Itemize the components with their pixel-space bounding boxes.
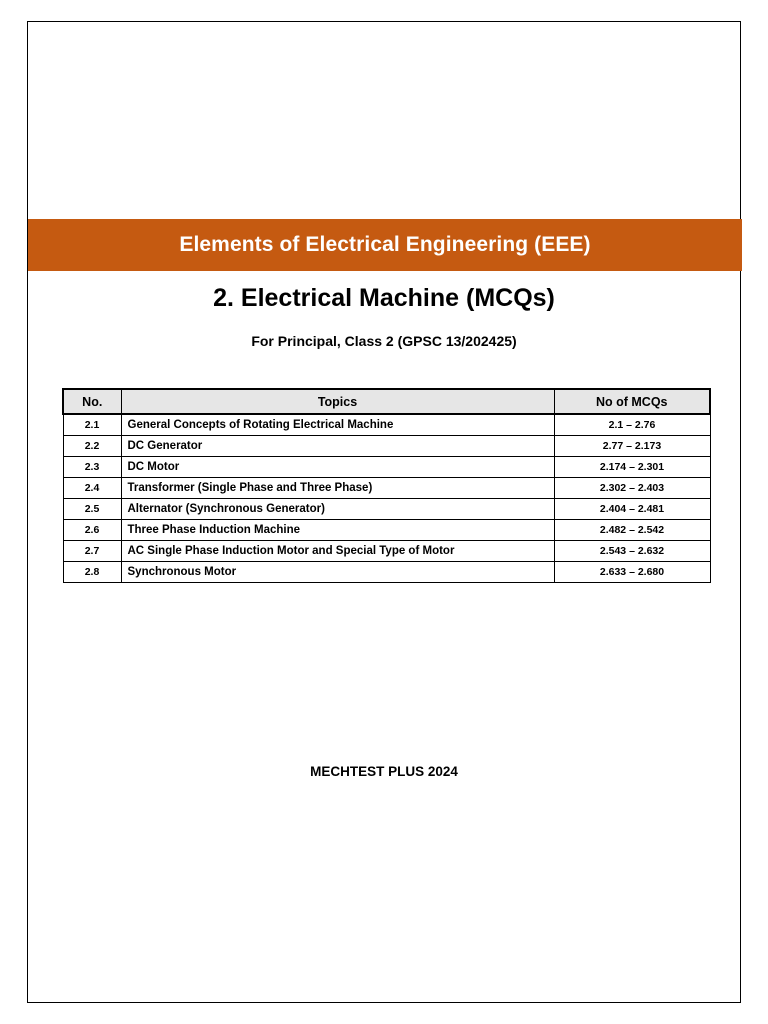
row-topic: AC Single Phase Induction Motor and Special Type of Motor	[121, 541, 554, 562]
row-number: 2.8	[63, 562, 121, 583]
chapter-title: 2. Electrical Machine (MCQs)	[213, 284, 555, 312]
table-row	[63, 478, 710, 499]
table-row	[63, 499, 710, 520]
table-row	[63, 414, 710, 436]
row-topic: Synchronous Motor	[121, 562, 554, 583]
row-mcq-range: 2.543 – 2.632	[554, 541, 710, 562]
row-number: 2.5	[63, 499, 121, 520]
table-row	[63, 457, 710, 478]
table-header-row	[63, 389, 710, 414]
header-topics: Topics	[121, 389, 554, 414]
row-topic: Transformer (Single Phase and Three Phase)	[121, 478, 554, 499]
footer-label: MECHTEST PLUS 2024	[310, 764, 458, 779]
row-mcq-range: 2.302 – 2.403	[554, 478, 710, 499]
row-mcq-range: 2.77 – 2.173	[554, 436, 710, 457]
row-number: 2.6	[63, 520, 121, 541]
row-number: 2.3	[63, 457, 121, 478]
row-number: 2.1	[63, 414, 121, 436]
row-mcq-range: 2.404 – 2.481	[554, 499, 710, 520]
row-mcq-range: 2.1 – 2.76	[554, 414, 710, 436]
row-mcq-range: 2.633 – 2.680	[554, 562, 710, 583]
table-row	[63, 562, 710, 583]
topics-table	[62, 388, 711, 583]
row-number: 2.7	[63, 541, 121, 562]
chapter-subtitle: For Principal, Class 2 (GPSC 13/202425)	[251, 333, 517, 349]
table-header	[63, 389, 710, 414]
table-row	[63, 541, 710, 562]
row-topic: Alternator (Synchronous Generator)	[121, 499, 554, 520]
table-body	[63, 414, 710, 583]
header-mcqs: No of MCQs	[554, 389, 710, 414]
table-row	[63, 520, 710, 541]
row-mcq-range: 2.174 – 2.301	[554, 457, 710, 478]
title-banner	[28, 219, 742, 271]
row-topic: DC Generator	[121, 436, 554, 457]
row-topic: Three Phase Induction Machine	[121, 520, 554, 541]
row-topic: DC Motor	[121, 457, 554, 478]
row-number: 2.4	[63, 478, 121, 499]
header-no: No.	[63, 389, 121, 414]
row-number: 2.2	[63, 436, 121, 457]
row-mcq-range: 2.482 – 2.542	[554, 520, 710, 541]
table-row	[63, 436, 710, 457]
row-topic: General Concepts of Rotating Electrical Machine	[121, 414, 554, 436]
banner-title: Elements of Electrical Engineering (EEE)	[179, 233, 591, 256]
